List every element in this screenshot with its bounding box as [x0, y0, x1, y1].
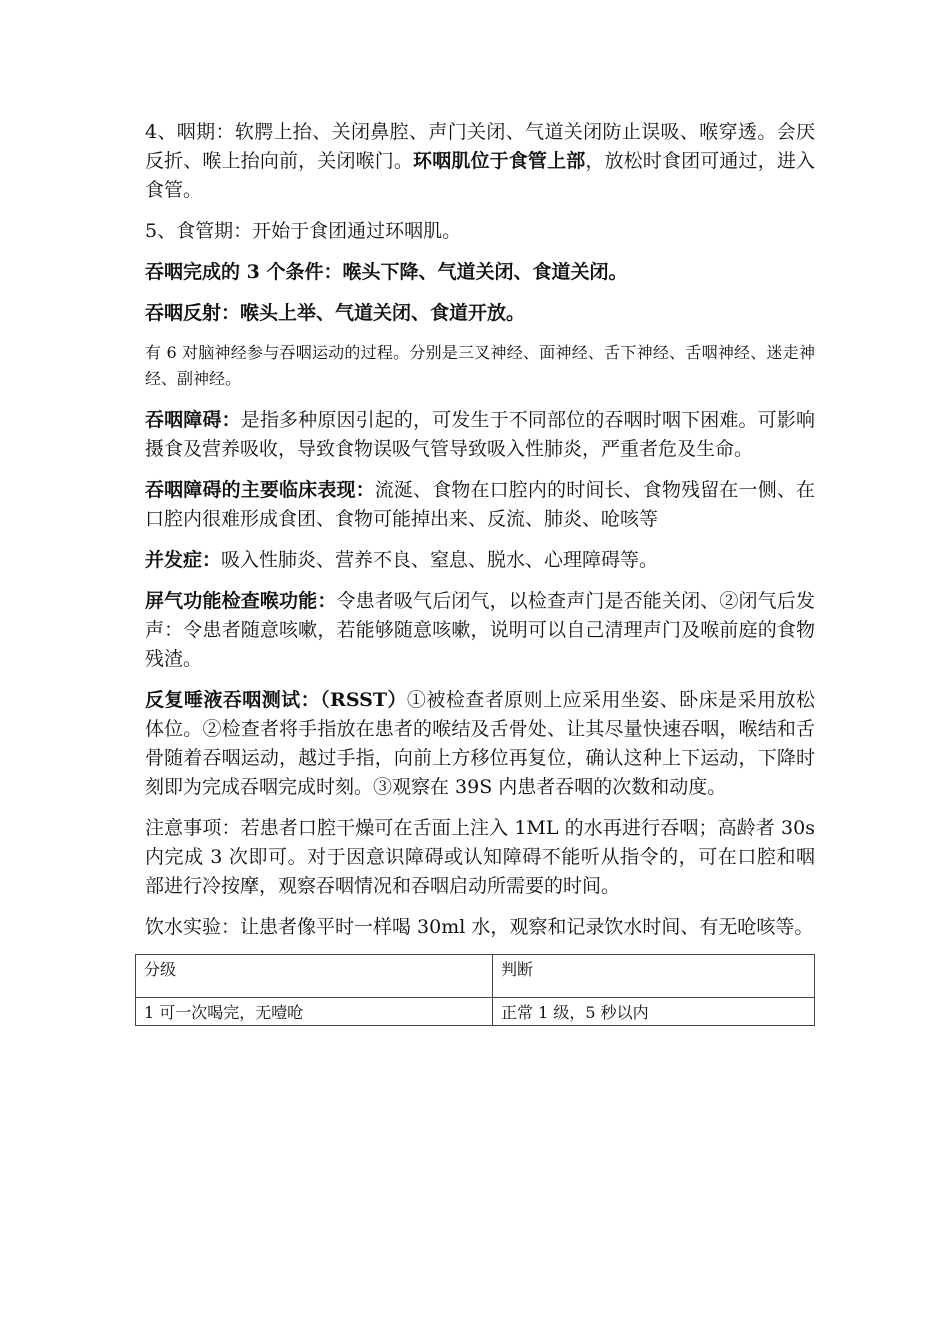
- table-header-row: [136, 955, 815, 998]
- table-header-cell: 分级: [136, 955, 493, 998]
- paragraph-rsst: 反复唾液吞咽测试：（RSST）①被检查者原则上应采用坐姿、卧床是采用放松体位。②检查者将手指放在患者的喉结及舌骨处、让其尽量快速吞咽，喉结和舌骨随着吞咽运动，越过手指，向前上方移位再复位，确认这种上下运动，下降时刻即为完成吞咽完成时刻。③观察在 39S 内患者吞咽的次数和动度。: [145, 689, 815, 798]
- paragraph-dysphagia-definition: 吞咽障碍：是指多种原因引起的，可发生于不同部位的吞咽时咽下困难。可影响摄食及营养吸收，导致食物误吸气管导致吸入性肺炎，严重者危及生命。: [145, 409, 815, 460]
- paragraph-swallow-conditions: 吞咽完成的 3 个条件：喉头下降、气道关闭、食道关闭。: [145, 261, 628, 283]
- table-cell: 正常 1 级，5 秒以内: [493, 998, 815, 1026]
- paragraph-esophageal-phase: 5、食管期：开始于食团通过环咽肌。: [145, 220, 462, 242]
- paragraph-breath-holding-test: 屏气功能检查喉功能：令患者吸气后闭气，以检查声门是否能关闭、②闭气后发声：令患者随意咳嗽，若能够随意咳嗽，说明可以自己清理声门及喉前庭的食物残渣。: [145, 590, 815, 670]
- paragraph-water-test: 饮水实验：让患者像平时一样喝 30ml 水，观察和记录饮水时间、有无呛咳等。: [145, 916, 814, 938]
- table-row: [136, 998, 815, 1026]
- paragraph-precautions: 注意事项：若患者口腔干燥可在舌面上注入 1ML 的水再进行吞咽；高龄者 30s 内完成 3 次即可。对于因意识障碍或认知障碍不能听从指令的，可在口腔和咽部进行冷按摩，观察吞咽情况和吞咽启动所需要的时间。: [145, 817, 815, 897]
- paragraph-pharyngeal-phase: 4、咽期：软腭上抬、关闭鼻腔、声门关闭、气道关闭防止误吸、喉穿透。会厌反折、喉上抬向前，关闭喉门。环咽肌位于食管上部，放松时食团可通过，进入食管。: [145, 121, 815, 201]
- table-header-cell: 判断: [493, 955, 815, 998]
- paragraph-swallow-reflex: 吞咽反射：喉头上举、气道关闭、食道开放。: [145, 302, 526, 324]
- paragraph-clinical-manifestations: 吞咽障碍的主要临床表现：流涎、食物在口腔内的时间长、食物残留在一侧、在口腔内很难形成食团、食物可能掉出来、反流、肺炎、呛咳等: [145, 479, 815, 530]
- document-page: [145, 118, 815, 1026]
- grading-table: [135, 954, 815, 1026]
- paragraph-cranial-nerves: 有 6 对脑神经参与吞咽运动的过程。分别是三叉神经、面神经、舌下神经、舌咽神经、迷走神经、副神经。: [145, 343, 815, 388]
- paragraph-complications: 并发症：吸入性肺炎、营养不良、窒息、脱水、心理障碍等。: [145, 549, 659, 571]
- table-cell: 1 可一次喝完，无噎呛: [136, 998, 493, 1026]
